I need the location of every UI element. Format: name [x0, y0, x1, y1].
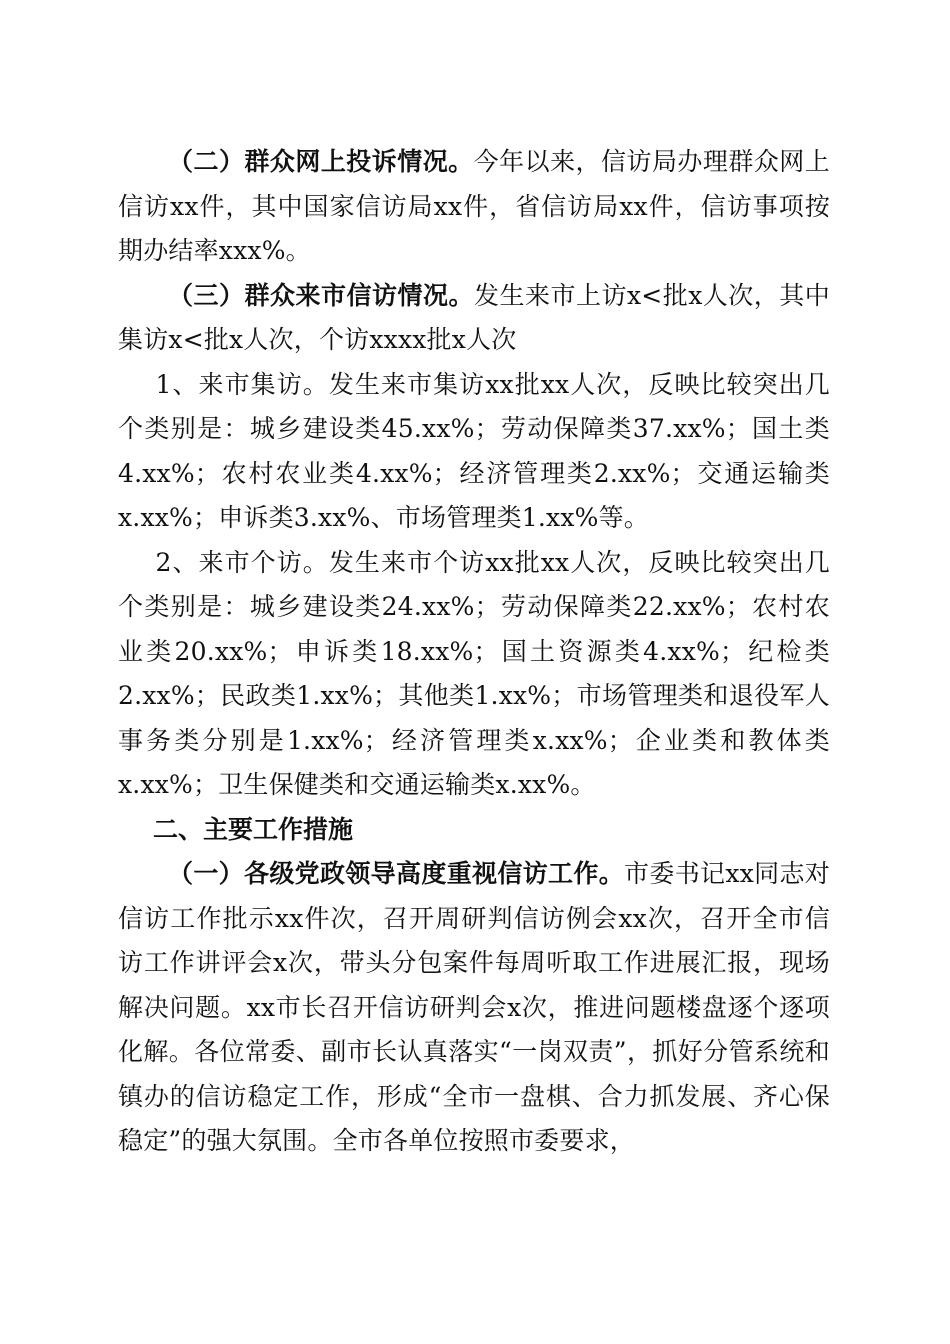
paragraph-lead: （一）各级党政领导高度重视信访工作。	[168, 859, 625, 888]
paragraph-body: 发生来市上访x<批x人次，其中集访x<批x人次，个访xxxx批x人次	[118, 280, 830, 354]
paragraph-body: 1、来市集访。发生来市集访xx批xx人次，反映比较突出几个类别是：城乡建设类45.xx%；劳动保障类37.xx%；国土类4.xx%；农村农业类4.xx%；经济管理类2.xx%；交通运输类x.xx%；申诉类3.xx%、市场管理类1.xx%等。	[118, 369, 830, 532]
paragraph-online-complaints	[118, 140, 830, 274]
paragraph-leadership	[118, 852, 830, 1164]
paragraph-body: 今年以来，信访局办理群众网上信访xx件，其中国家信访局xx件，省信访局xx件，信访事项按期办结率xxx%。	[118, 147, 830, 265]
paragraph-visits-to-city	[118, 274, 830, 363]
paragraph-lead: （二）群众网上投诉情况。	[168, 147, 474, 176]
paragraph-body: 2、来市个访。发生来市个访xx批xx人次，反映比较突出几个类别是：城乡建设类24.xx%；劳动保障类22.xx%；农村农业类20.xx%；申诉类18.xx%；国土资源类4.xx%；纪检类2.xx%；民政类1.xx%；其他类1.xx%；市场管理类和退役军人事务类分别是1.xx%；经济管理类x.xx%；企业类和教体类x.xx%；卫生保健类和交通运输类x.xx%。	[118, 547, 830, 799]
paragraph-lead: （三）群众来市信访情况。	[168, 280, 474, 310]
paragraph-individual-visits	[118, 541, 830, 808]
document-page	[118, 140, 830, 1164]
paragraph-group-visits	[118, 363, 830, 541]
paragraph-body: 市委书记xx同志对信访工作批示xx件次，召开周研判信访例会xx次，召开全市信访工作讲评会x次，带头分包案件每周听取工作进展汇报，现场解决问题。xx市长召开信访研判会x次，推进问题楼盘逐个逐项化解。各位常委、副市长认真落实“一岗双责”，抓好分管系统和镇办的信访稳定工作，形成“全市一盘棋、合力抓发展、齐心保稳定”的强大氛围。全市各单位按照市委要求，	[118, 859, 830, 1155]
section-heading: 二、主要工作措施	[153, 814, 354, 844]
